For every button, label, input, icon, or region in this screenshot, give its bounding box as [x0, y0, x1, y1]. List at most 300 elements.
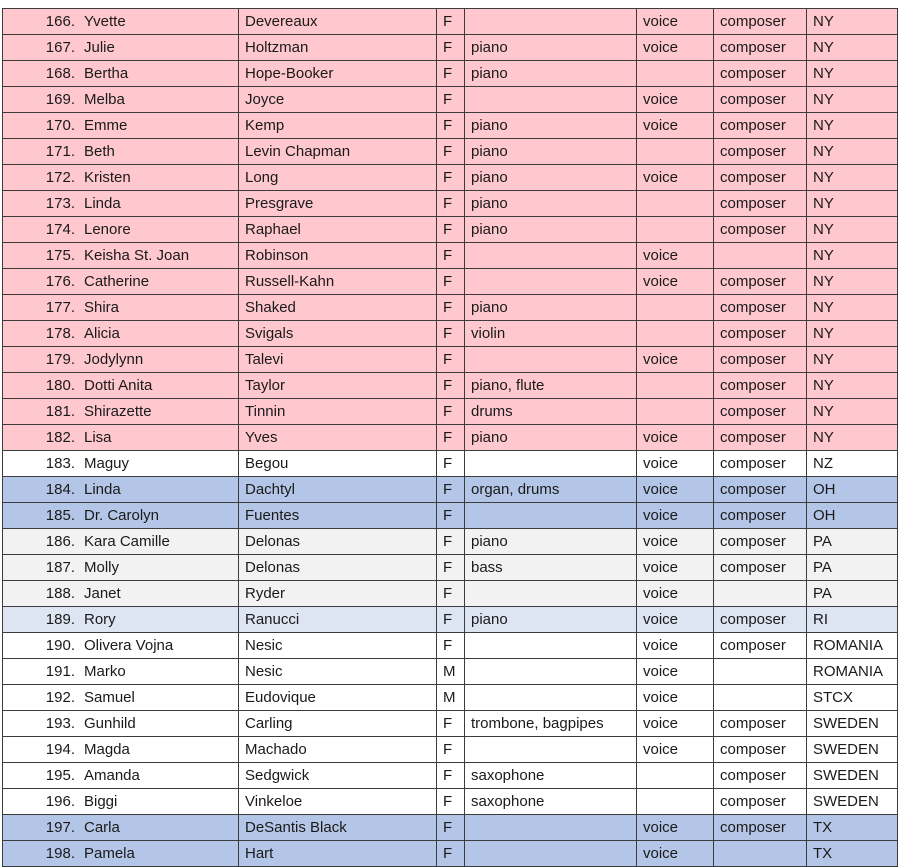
instrument-cell: [465, 815, 637, 841]
instrument-cell: saxophone: [465, 763, 637, 789]
instrument-cell: piano: [465, 529, 637, 555]
composer-cell: composer: [714, 763, 807, 789]
last-name-cell: Levin Chapman: [239, 139, 437, 165]
gender-cell: F: [437, 815, 465, 841]
location-cell: NY: [807, 373, 898, 399]
last-name-cell: Yves: [239, 425, 437, 451]
voice-cell: voice: [637, 581, 714, 607]
first-name: Bertha: [84, 65, 129, 82]
first-name: Kristen: [84, 169, 131, 186]
first-name: Keisha St. Joan: [84, 247, 190, 264]
composer-cell: composer: [714, 399, 807, 425]
row-number: 180.: [45, 377, 75, 394]
instrument-cell: piano, flute: [465, 373, 637, 399]
first-name-cell: [3, 61, 239, 87]
composer-cell: composer: [714, 815, 807, 841]
first-name-cell: [3, 425, 239, 451]
voice-cell: voice: [637, 165, 714, 191]
last-name-cell: Robinson: [239, 243, 437, 269]
first-name-cell: [3, 841, 239, 867]
composer-cell: composer: [714, 165, 807, 191]
location-cell: PA: [807, 581, 898, 607]
voice-cell: voice: [637, 87, 714, 113]
last-name-cell: Vinkeloe: [239, 789, 437, 815]
location-cell: NY: [807, 321, 898, 347]
table-row: [3, 321, 898, 347]
voice-cell: voice: [637, 269, 714, 295]
row-number: 188.: [45, 585, 75, 602]
table-row: [3, 659, 898, 685]
gender-cell: F: [437, 555, 465, 581]
location-cell: NY: [807, 347, 898, 373]
gender-cell: F: [437, 477, 465, 503]
table-row: [3, 243, 898, 269]
instrument-cell: piano: [465, 607, 637, 633]
row-number: 183.: [45, 455, 75, 472]
location-cell: RI: [807, 607, 898, 633]
location-cell: ROMANIA: [807, 633, 898, 659]
location-cell: SWEDEN: [807, 711, 898, 737]
gender-cell: F: [437, 451, 465, 477]
location-cell: PA: [807, 555, 898, 581]
first-name: Yvette: [84, 13, 126, 30]
table-row: [3, 191, 898, 217]
first-name: Linda: [84, 481, 121, 498]
table-row: [3, 503, 898, 529]
instrument-cell: saxophone: [465, 789, 637, 815]
location-cell: NY: [807, 399, 898, 425]
first-name-cell: [3, 451, 239, 477]
gender-cell: F: [437, 607, 465, 633]
table-row: [3, 425, 898, 451]
voice-cell: voice: [637, 711, 714, 737]
instrument-cell: [465, 633, 637, 659]
gender-cell: F: [437, 87, 465, 113]
voice-cell: voice: [637, 243, 714, 269]
gender-cell: F: [437, 841, 465, 867]
gender-cell: F: [437, 9, 465, 35]
table-row: [3, 373, 898, 399]
location-cell: NY: [807, 9, 898, 35]
table-row: [3, 9, 898, 35]
first-name-cell: [3, 503, 239, 529]
last-name-cell: Fuentes: [239, 503, 437, 529]
first-name: Beth: [84, 143, 115, 160]
table-row: [3, 763, 898, 789]
voice-cell: voice: [637, 503, 714, 529]
table-row: [3, 217, 898, 243]
last-name-cell: Devereaux: [239, 9, 437, 35]
voice-cell: voice: [637, 737, 714, 763]
location-cell: TX: [807, 841, 898, 867]
first-name: Olivera Vojna: [84, 637, 174, 654]
first-name-cell: [3, 737, 239, 763]
composer-cell: [714, 685, 807, 711]
first-name-cell: [3, 815, 239, 841]
first-name: Alicia: [84, 325, 120, 342]
gender-cell: F: [437, 35, 465, 61]
last-name-cell: Long: [239, 165, 437, 191]
voice-cell: voice: [637, 451, 714, 477]
last-name-cell: Kemp: [239, 113, 437, 139]
first-name: Maguy: [84, 455, 130, 472]
voice-cell: [637, 399, 714, 425]
last-name-cell: DeSantis Black: [239, 815, 437, 841]
instrument-cell: piano: [465, 217, 637, 243]
last-name-cell: Dachtyl: [239, 477, 437, 503]
gender-cell: M: [437, 685, 465, 711]
table-row: [3, 789, 898, 815]
location-cell: NY: [807, 269, 898, 295]
voice-cell: voice: [637, 425, 714, 451]
voice-cell: [637, 321, 714, 347]
instrument-cell: piano: [465, 295, 637, 321]
gender-cell: F: [437, 61, 465, 87]
first-name-cell: [3, 295, 239, 321]
location-cell: NY: [807, 295, 898, 321]
row-number: 172.: [45, 169, 75, 186]
composer-cell: composer: [714, 191, 807, 217]
composer-cell: composer: [714, 295, 807, 321]
first-name-cell: [3, 347, 239, 373]
composer-cell: composer: [714, 373, 807, 399]
first-name-cell: [3, 9, 239, 35]
composer-cell: composer: [714, 425, 807, 451]
composer-cell: composer: [714, 217, 807, 243]
table-row: [3, 347, 898, 373]
last-name-cell: Talevi: [239, 347, 437, 373]
last-name-cell: Delonas: [239, 529, 437, 555]
gender-cell: F: [437, 529, 465, 555]
composer-cell: [714, 841, 807, 867]
first-name-cell: [3, 581, 239, 607]
location-cell: NY: [807, 35, 898, 61]
voice-cell: voice: [637, 633, 714, 659]
table-row: [3, 581, 898, 607]
row-number: 189.: [45, 611, 75, 628]
first-name-cell: [3, 529, 239, 555]
table-row: [3, 35, 898, 61]
first-name: Biggi: [84, 793, 118, 810]
gender-cell: F: [437, 737, 465, 763]
location-cell: NY: [807, 191, 898, 217]
last-name-cell: Nesic: [239, 659, 437, 685]
location-cell: NY: [807, 113, 898, 139]
row-number: 175.: [45, 247, 75, 264]
last-name-cell: Taylor: [239, 373, 437, 399]
gender-cell: F: [437, 217, 465, 243]
composer-cell: composer: [714, 633, 807, 659]
table-row: [3, 477, 898, 503]
gender-cell: F: [437, 711, 465, 737]
row-number: 168.: [45, 65, 75, 82]
last-name-cell: Eudovique: [239, 685, 437, 711]
last-name-cell: Svigals: [239, 321, 437, 347]
location-cell: NY: [807, 87, 898, 113]
table-row: [3, 295, 898, 321]
first-name: Marko: [84, 663, 126, 680]
first-name-cell: [3, 217, 239, 243]
first-name: Lenore: [84, 221, 131, 238]
location-cell: NY: [807, 165, 898, 191]
voice-cell: voice: [637, 685, 714, 711]
first-name-cell: [3, 633, 239, 659]
first-name: Pamela: [84, 845, 135, 862]
last-name-cell: Machado: [239, 737, 437, 763]
row-number: 174.: [45, 221, 75, 238]
row-number: 185.: [45, 507, 75, 524]
voice-cell: voice: [637, 659, 714, 685]
gender-cell: F: [437, 425, 465, 451]
instrument-cell: piano: [465, 425, 637, 451]
last-name-cell: Raphael: [239, 217, 437, 243]
first-name: Lisa: [84, 429, 112, 446]
location-cell: SWEDEN: [807, 737, 898, 763]
row-number: 197.: [45, 819, 75, 836]
table-row: [3, 165, 898, 191]
composer-cell: composer: [714, 607, 807, 633]
first-name: Magda: [84, 741, 130, 758]
first-name: Linda: [84, 195, 121, 212]
first-name-cell: [3, 685, 239, 711]
instrument-cell: [465, 347, 637, 373]
composer-cell: composer: [714, 35, 807, 61]
first-name-cell: [3, 139, 239, 165]
gender-cell: F: [437, 633, 465, 659]
first-name-cell: [3, 243, 239, 269]
first-name-cell: [3, 113, 239, 139]
composer-cell: composer: [714, 87, 807, 113]
composer-cell: composer: [714, 477, 807, 503]
table-row: [3, 815, 898, 841]
location-cell: NY: [807, 217, 898, 243]
instrument-cell: piano: [465, 165, 637, 191]
composer-cell: composer: [714, 529, 807, 555]
location-cell: NY: [807, 425, 898, 451]
table-body: [3, 9, 898, 867]
instrument-cell: piano: [465, 61, 637, 87]
composer-cell: composer: [714, 451, 807, 477]
row-number: 167.: [45, 39, 75, 56]
composer-cell: composer: [714, 321, 807, 347]
first-name: Catherine: [84, 273, 150, 290]
row-number: 166.: [45, 13, 75, 30]
row-number: 171.: [45, 143, 75, 160]
first-name-cell: [3, 477, 239, 503]
first-name: Kara Camille: [84, 533, 170, 550]
composer-cell: composer: [714, 737, 807, 763]
first-name: Janet: [84, 585, 121, 602]
table-row: [3, 711, 898, 737]
composer-cell: [714, 659, 807, 685]
location-cell: NY: [807, 139, 898, 165]
last-name-cell: Hope-Booker: [239, 61, 437, 87]
first-name: Molly: [84, 559, 120, 576]
table-row: [3, 269, 898, 295]
last-name-cell: Begou: [239, 451, 437, 477]
table-row: [3, 61, 898, 87]
row-number: 184.: [45, 481, 75, 498]
instrument-cell: [465, 87, 637, 113]
composer-cell: [714, 243, 807, 269]
first-name: Samuel: [84, 689, 135, 706]
voice-cell: voice: [637, 529, 714, 555]
last-name-cell: Shaked: [239, 295, 437, 321]
last-name-cell: Presgrave: [239, 191, 437, 217]
last-name-cell: Sedgwick: [239, 763, 437, 789]
first-name-cell: [3, 789, 239, 815]
gender-cell: F: [437, 191, 465, 217]
instrument-cell: piano: [465, 35, 637, 61]
last-name-cell: Ranucci: [239, 607, 437, 633]
first-name-cell: [3, 191, 239, 217]
composer-cell: composer: [714, 503, 807, 529]
row-number: 190.: [45, 637, 75, 654]
voice-cell: voice: [637, 9, 714, 35]
last-name-cell: Joyce: [239, 87, 437, 113]
gender-cell: F: [437, 321, 465, 347]
gender-cell: F: [437, 243, 465, 269]
location-cell: OH: [807, 503, 898, 529]
first-name-cell: [3, 269, 239, 295]
location-cell: SWEDEN: [807, 789, 898, 815]
row-number: 187.: [45, 559, 75, 576]
gender-cell: F: [437, 295, 465, 321]
row-number: 196.: [45, 793, 75, 810]
composer-cell: composer: [714, 113, 807, 139]
last-name-cell: Holtzman: [239, 35, 437, 61]
table-row: [3, 685, 898, 711]
row-number: 177.: [45, 299, 75, 316]
location-cell: TX: [807, 815, 898, 841]
row-number: 179.: [45, 351, 75, 368]
gender-cell: M: [437, 659, 465, 685]
location-cell: NY: [807, 243, 898, 269]
table-row: [3, 841, 898, 867]
first-name-cell: [3, 321, 239, 347]
first-name: Julie: [84, 39, 115, 56]
first-name-cell: [3, 87, 239, 113]
composer-cell: composer: [714, 555, 807, 581]
voice-cell: voice: [637, 815, 714, 841]
table-row: [3, 607, 898, 633]
first-name: Jodylynn: [84, 351, 144, 368]
gender-cell: F: [437, 347, 465, 373]
gender-cell: F: [437, 581, 465, 607]
instrument-cell: [465, 9, 637, 35]
gender-cell: F: [437, 399, 465, 425]
first-name: Emme: [84, 117, 128, 134]
row-number: 181.: [45, 403, 75, 420]
gender-cell: F: [437, 165, 465, 191]
first-name-cell: [3, 763, 239, 789]
voice-cell: voice: [637, 35, 714, 61]
voice-cell: [637, 295, 714, 321]
row-number: 193.: [45, 715, 75, 732]
instrument-cell: trombone, bagpipes: [465, 711, 637, 737]
instrument-cell: [465, 841, 637, 867]
table-row: [3, 399, 898, 425]
composer-cell: composer: [714, 711, 807, 737]
instrument-cell: bass: [465, 555, 637, 581]
first-name: Melba: [84, 91, 125, 108]
composer-cell: composer: [714, 269, 807, 295]
first-name: Dotti Anita: [84, 377, 153, 394]
instrument-cell: [465, 451, 637, 477]
location-cell: OH: [807, 477, 898, 503]
last-name-cell: Nesic: [239, 633, 437, 659]
first-name: Rory: [84, 611, 116, 628]
row-number: 176.: [45, 273, 75, 290]
first-name-cell: [3, 399, 239, 425]
instrument-cell: [465, 659, 637, 685]
row-number: 186.: [45, 533, 75, 550]
first-name-cell: [3, 373, 239, 399]
location-cell: ROMANIA: [807, 659, 898, 685]
location-cell: SWEDEN: [807, 763, 898, 789]
instrument-cell: [465, 581, 637, 607]
first-name-cell: [3, 607, 239, 633]
row-number: 173.: [45, 195, 75, 212]
row-number: 195.: [45, 767, 75, 784]
voice-cell: voice: [637, 477, 714, 503]
composer-cell: composer: [714, 347, 807, 373]
gender-cell: F: [437, 139, 465, 165]
row-number: 178.: [45, 325, 75, 342]
last-name-cell: Carling: [239, 711, 437, 737]
gender-cell: F: [437, 789, 465, 815]
first-name: Shira: [84, 299, 120, 316]
location-cell: PA: [807, 529, 898, 555]
last-name-cell: Russell-Kahn: [239, 269, 437, 295]
location-cell: NZ: [807, 451, 898, 477]
instrument-cell: [465, 243, 637, 269]
voice-cell: [637, 789, 714, 815]
composer-cell: [714, 581, 807, 607]
first-name: Dr. Carolyn: [84, 507, 160, 524]
first-name-cell: [3, 555, 239, 581]
gender-cell: F: [437, 113, 465, 139]
last-name-cell: Delonas: [239, 555, 437, 581]
first-name-cell: [3, 35, 239, 61]
row-number: 182.: [45, 429, 75, 446]
first-name: Carla: [84, 819, 120, 836]
composer-cell: composer: [714, 139, 807, 165]
row-number: 194.: [45, 741, 75, 758]
row-number: 169.: [45, 91, 75, 108]
instrument-cell: piano: [465, 191, 637, 217]
voice-cell: voice: [637, 347, 714, 373]
row-number: 191.: [45, 663, 75, 680]
gender-cell: F: [437, 373, 465, 399]
first-name-cell: [3, 711, 239, 737]
gender-cell: F: [437, 503, 465, 529]
voice-cell: voice: [637, 841, 714, 867]
voice-cell: [637, 61, 714, 87]
voice-cell: [637, 217, 714, 243]
location-cell: STCX: [807, 685, 898, 711]
row-number: 192.: [45, 689, 75, 706]
composer-cell: composer: [714, 789, 807, 815]
voice-cell: [637, 373, 714, 399]
first-name: Gunhild: [84, 715, 136, 732]
voice-cell: [637, 763, 714, 789]
location-cell: NY: [807, 61, 898, 87]
first-name: Amanda: [84, 767, 140, 784]
voice-cell: voice: [637, 555, 714, 581]
first-name-cell: [3, 165, 239, 191]
voice-cell: [637, 191, 714, 217]
